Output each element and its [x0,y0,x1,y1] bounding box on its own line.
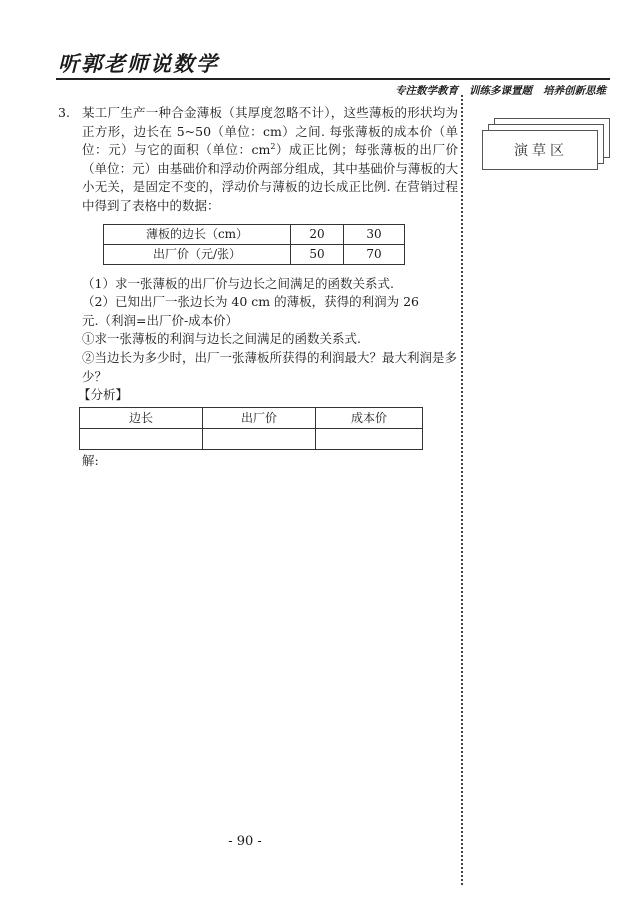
table-cell: 30 [344,224,405,244]
header-rule [56,78,610,80]
table-cell [80,429,203,450]
table-row [80,407,423,429]
column-divider [461,95,463,885]
question-2-line-a: （2）已知出厂一张边长为 40 cm 的薄板，获得的利润为 26 [82,294,420,310]
problem-content [58,104,458,471]
table-cell [203,429,316,450]
table-cell [316,429,423,450]
table-row [104,224,405,244]
table-row [104,244,405,264]
table-header-cell: 边长 [80,407,203,429]
analysis-label: 【分析】 [78,387,129,403]
table-header-cell: 成本价 [316,407,423,429]
header-slogan: 专注数学教育 训练多课置题 培养创新思维 [395,85,606,97]
page-header-title: 听郭老师说数学 [58,51,219,76]
table-header-cell: 出厂价 [203,407,316,429]
question-1: （1）求一张薄板的出厂价与边长之间满足的函数关系式. [82,275,394,291]
data-table [103,224,405,265]
table-cell: 出厂价（元/张） [104,244,291,264]
analysis-table [79,407,423,451]
draft-area-label: 演草区 [514,143,568,159]
intro-text-b: ）成正比例；每张薄板的出厂价（单位：元）由基础价和浮动价两部分组成，其中基础价与薄板的大小无关，是固定不变的，浮动价与薄板的边长成正比例. 在营销过程中得到了表格中的数据： [82,142,458,213]
table-cell: 20 [291,224,344,244]
solution-label: 解: [82,453,99,469]
table-cell: 薄板的边长（cm） [104,224,291,244]
page-number: - 90 - [228,834,262,849]
problem-intro [82,104,458,216]
table-cell: 70 [344,244,405,264]
problem-number: 3. [58,105,70,120]
question-2-sub-1: ①求一张薄板的利润与边长之间满足的函数关系式. [82,331,361,347]
draft-area-banner [482,118,612,168]
table-row [80,429,423,450]
intro-text-a: 某工厂生产一种合金薄板（其厚度忽略不计），这些薄板的形状均为正方形，边长在 5~50（单位：cm）之间. 每张薄板的成本价（单位：元）与它的面积（单位：cm [82,105,458,158]
table-cell: 50 [291,244,344,264]
question-2-line-b: 元.（利润=出厂价-成本价） [82,312,239,328]
intro-superscript: 2 [270,142,276,152]
question-2-sub-2: ②当边长为多少时，出厂一张薄板所获得的利润最大？最大利润是多少？ [82,349,458,384]
